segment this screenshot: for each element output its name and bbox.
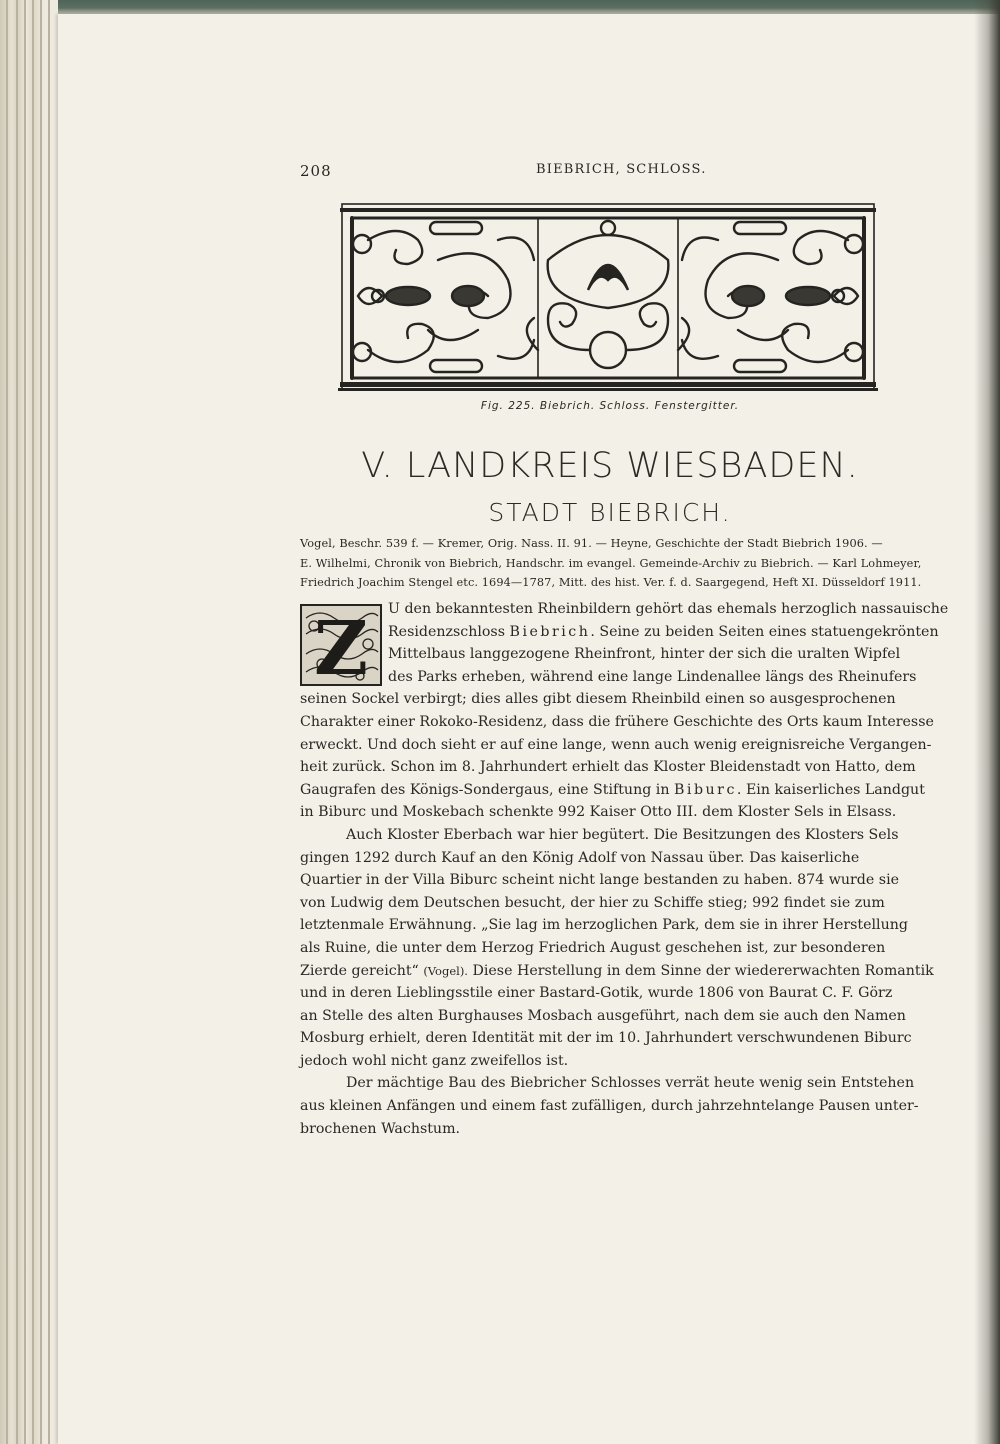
page-edge [24,0,26,1444]
text-line: Mittelbaus langgezogene Rheinfront, hinter der sich die uralten Wipfel [388,646,901,663]
reference-line: E. Wilhelmi, Chronik von Biebrich, Handschr. im evangel. Gemeinde-Archiv zu Biebrich. — Karl Lohmeyer, [300,556,922,570]
text-line: heit zurück. Schon im 8. Jahrhundert erhielt das Kloster Bleidenstadt von Hatto, dem [300,759,916,776]
body-text [300,598,949,1140]
text-line: Quartier in der Villa Biburc scheint nicht lange bestanden zu haben. 874 wurde sie [300,872,900,889]
text-line: und in deren Lieblingsstile einer Bastard-Gotik, wurde 1806 von Baurat C. F. Görz [300,985,893,1002]
reference-line: Friedrich Joachim Stengel etc. 1694—1787, Mitt. des hist. Ver. f. d. Saargegend, Heft XI. Düsseldorf 1911. [300,576,922,589]
text-line: von Ludwig dem Deutschen besucht, der hier zu Schiffe stieg; 992 findet sie zum [300,894,885,911]
section-subtitle: STADT BIEBRICH. [488,498,732,527]
spaced-place-name: Biebrich [509,623,591,640]
bibliography-references [300,534,922,593]
drop-cap-letter: Z [313,606,369,686]
text-line: U den bekanntesten Rheinbildern gehört das ehemals herzoglich nassauische [388,601,949,617]
text-line: des Parks erheben, während eine lange Lindenallee längs des Rheinufers [388,668,917,685]
spaced-place-name: Biburc [674,781,737,798]
text-line: in Biburc und Moskebach schenkte 992 Kaiser Otto III. dem Kloster Sels in Elsass. [300,804,897,821]
section-title: V. LANDKREIS WIESBADEN. [361,446,859,486]
citation: (Vogel). [423,963,468,978]
gutter-shadow [974,0,1000,1444]
text-line: erweckt. Und doch sieht er auf eine lange, wenn auch wenig ereignisreiche Vergangen- [300,736,932,753]
text-line: Mosburg erhielt, deren Identität mit der im 10. Jahrhundert verschwundenen Biburc [300,1030,912,1047]
running-head [300,160,920,182]
page-edge [48,0,50,1444]
reference-line: Vogel, Beschr. 539 f. — Kremer, Orig. Nass. II. 91. — Heyne, Geschichte der Stadt Biebrich 1906. — [300,537,883,550]
text-line: brochenen Wachstum. [300,1120,461,1137]
text-line: Zierde gereicht“ (Vogel). Diese Herstellung in dem Sinne der wiedererwachten Romantik [300,962,934,979]
running-title: BIEBRICH, SCHLOSS. [536,162,707,177]
text-line: Gaugrafen des Königs-Sondergaus, eine Stiftung in Biburc. Ein kaiserliches Landgut [300,781,925,798]
text-line: Charakter einer Rokoko-Residenz, dass die frühere Geschichte des Orts kaum Interesse [300,713,934,730]
text-line: Auch Kloster Eberbach war hier begütert. Die Besitzungen des Klosters Sels [346,826,899,843]
ironwork-illustration [338,200,878,396]
page-edge [6,0,8,1444]
text-line: gingen 1292 durch Kauf an den König Adolf von Nassau über. Das kaiserliche [300,849,860,866]
text-line: aus kleinen Anfängen und einem fast zufälligen, durch jahrzehntelange Pausen unter- [300,1098,919,1115]
figure-caption: Fig. 225. Biebrich. Schloss. Fenstergitter. [480,400,740,412]
text-line: an Stelle des alten Burghauses Mosbach ausgeführt, nach dem sie auch den Namen [300,1007,906,1024]
text-line: jedoch wohl nicht ganz zweifellos ist. [300,1052,569,1069]
page-edge [32,0,34,1444]
text-line: letztenmale Erwähnung. „Sie lag im herzoglichen Park, dem sie in ihrer Herstellung [300,917,908,934]
page-number: 208 [300,162,332,180]
text-line: Residenzschloss Biebrich. Seine zu beiden Seiten eines statuengekrönten [388,623,939,640]
window-grille-figure [338,200,878,396]
text-line: Der mächtige Bau des Biebricher Schlosses verrät heute wenig sein Entstehen [346,1075,915,1092]
page-edge [40,0,42,1444]
text-line: als Ruine, die unter dem Herzog Friedrich August geschehen ist, zur besonderen [300,939,886,956]
page-edge [16,0,18,1444]
text-line: seinen Sockel verbirgt; dies alles gibt diesem Rheinbild einen so ausgesprochenen [300,691,896,708]
